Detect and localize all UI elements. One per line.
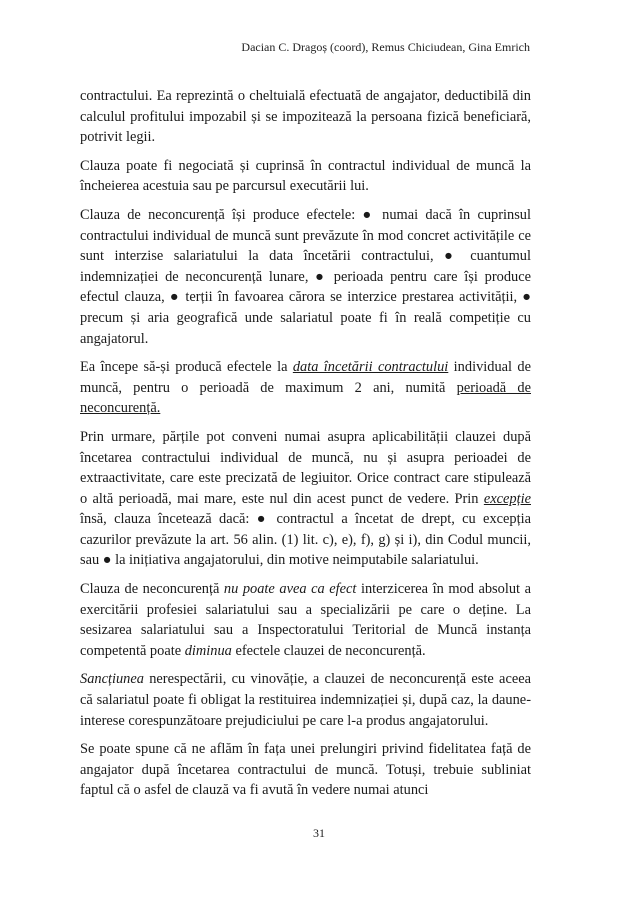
paragraph-4-text: individual de muncă, pentru o perioadă de maximum 2 ani, numită	[80, 359, 531, 396]
paragraph-4-text: Ea începe să-și producă efectele la	[80, 359, 293, 376]
paragraph-5	[80, 427, 531, 571]
underlined-term-data-incetarii: data încetării contractului	[292, 359, 449, 376]
underlined-term-perioada: perioadă de neconcurență.	[80, 379, 531, 417]
underlined-term-exceptie: excepție	[483, 490, 531, 507]
italic-term-sanctiunea: Sancțiunea	[80, 671, 144, 688]
paragraph-4	[80, 357, 531, 419]
paragraph-8: Se poate spune că ne aflăm în fața unei prelungiri privind fidelitatea față de angajator după încetarea contractului de muncă. Totuși, trebuie subliniat faptul că o asfel de clauză va fi avută în vedere numai atunci	[80, 741, 531, 799]
paragraph-7-text: nerespectării, cu vinovăție, a clauzei de neconcurență este aceea că salariatul poate fi obligat la restituirea indemnizației și, după caz, la daune-interese corespunzătoare prejudiciului pe care l-a produs angajatorului.	[80, 671, 531, 729]
paragraph-2: Clauza poate fi negociată și cuprinsă în contractul individual de muncă la încheierea acestuia sau pe parcursul executării lui.	[80, 157, 531, 195]
page-body	[80, 86, 531, 809]
paragraph-5-text: însă, clauza încetează dacă: ● contractul a încetat de drept, cu excepția cazurilor prevăzute la art. 56 alin. (1) lit. c), e), f), g) și i), din Codul muncii, sau ● la inițiativa angajatorului, din motive neimputabile salariatului.	[80, 511, 531, 569]
paragraph-6-text: interzicerea în mod absolut a exercitării profesiei salariatului sau a specializării pe care o deține. La sesizarea salariatului sau a Inspectoratului Teritorial de Muncă instanța competentă poate	[80, 581, 531, 659]
paragraph-5-text: Prin urmare, părțile pot conveni numai asupra aplicabilității clauzei după încetarea contractului individual de muncă, nu și asupra perioadei de extraactivitate, care este precizată de legiuitor. Orice contract care stipulează o altă perioadă, mai mare, este nul din acest punct de vedere. Prin	[80, 428, 531, 507]
italic-term-diminua: diminua	[184, 642, 232, 659]
running-header: Dacian C. Dragoș (coord), Remus Chiciudean, Gina Emrich	[241, 40, 530, 54]
paragraph-6-text: efectele clauzei de neconcurență.	[231, 642, 426, 659]
page-number: 31	[313, 826, 325, 840]
paragraph-3: Clauza de neconcurență își produce efectele: ● numai dacă în cuprinsul contractului individual de muncă sunt prevăzute în mod concret activitățile ce sunt interzise salariatului la data încetării contractului, ● cuantumul indemnizației de neconcurență lunare, ● perioada pentru care își produce efectul clauza, ● terții în favoarea cărora se interzice prestarea activității, ● precum și aria geografică unde salariatul poate fi în reală competiție cu angajatorul.	[80, 206, 531, 347]
paragraph-6-text: Clauza de neconcurență	[80, 581, 224, 598]
paragraph-6	[80, 579, 531, 661]
italic-term-nu-poate: nu poate avea ca efect	[223, 581, 357, 598]
paragraph-1: contractului. Ea reprezintă o cheltuială efectuată de angajator, deductibilă din calculul profitului impozabil și se impozitează la persoana fizică beneficiară, potrivit legii.	[80, 88, 531, 146]
paragraph-7	[80, 669, 531, 731]
